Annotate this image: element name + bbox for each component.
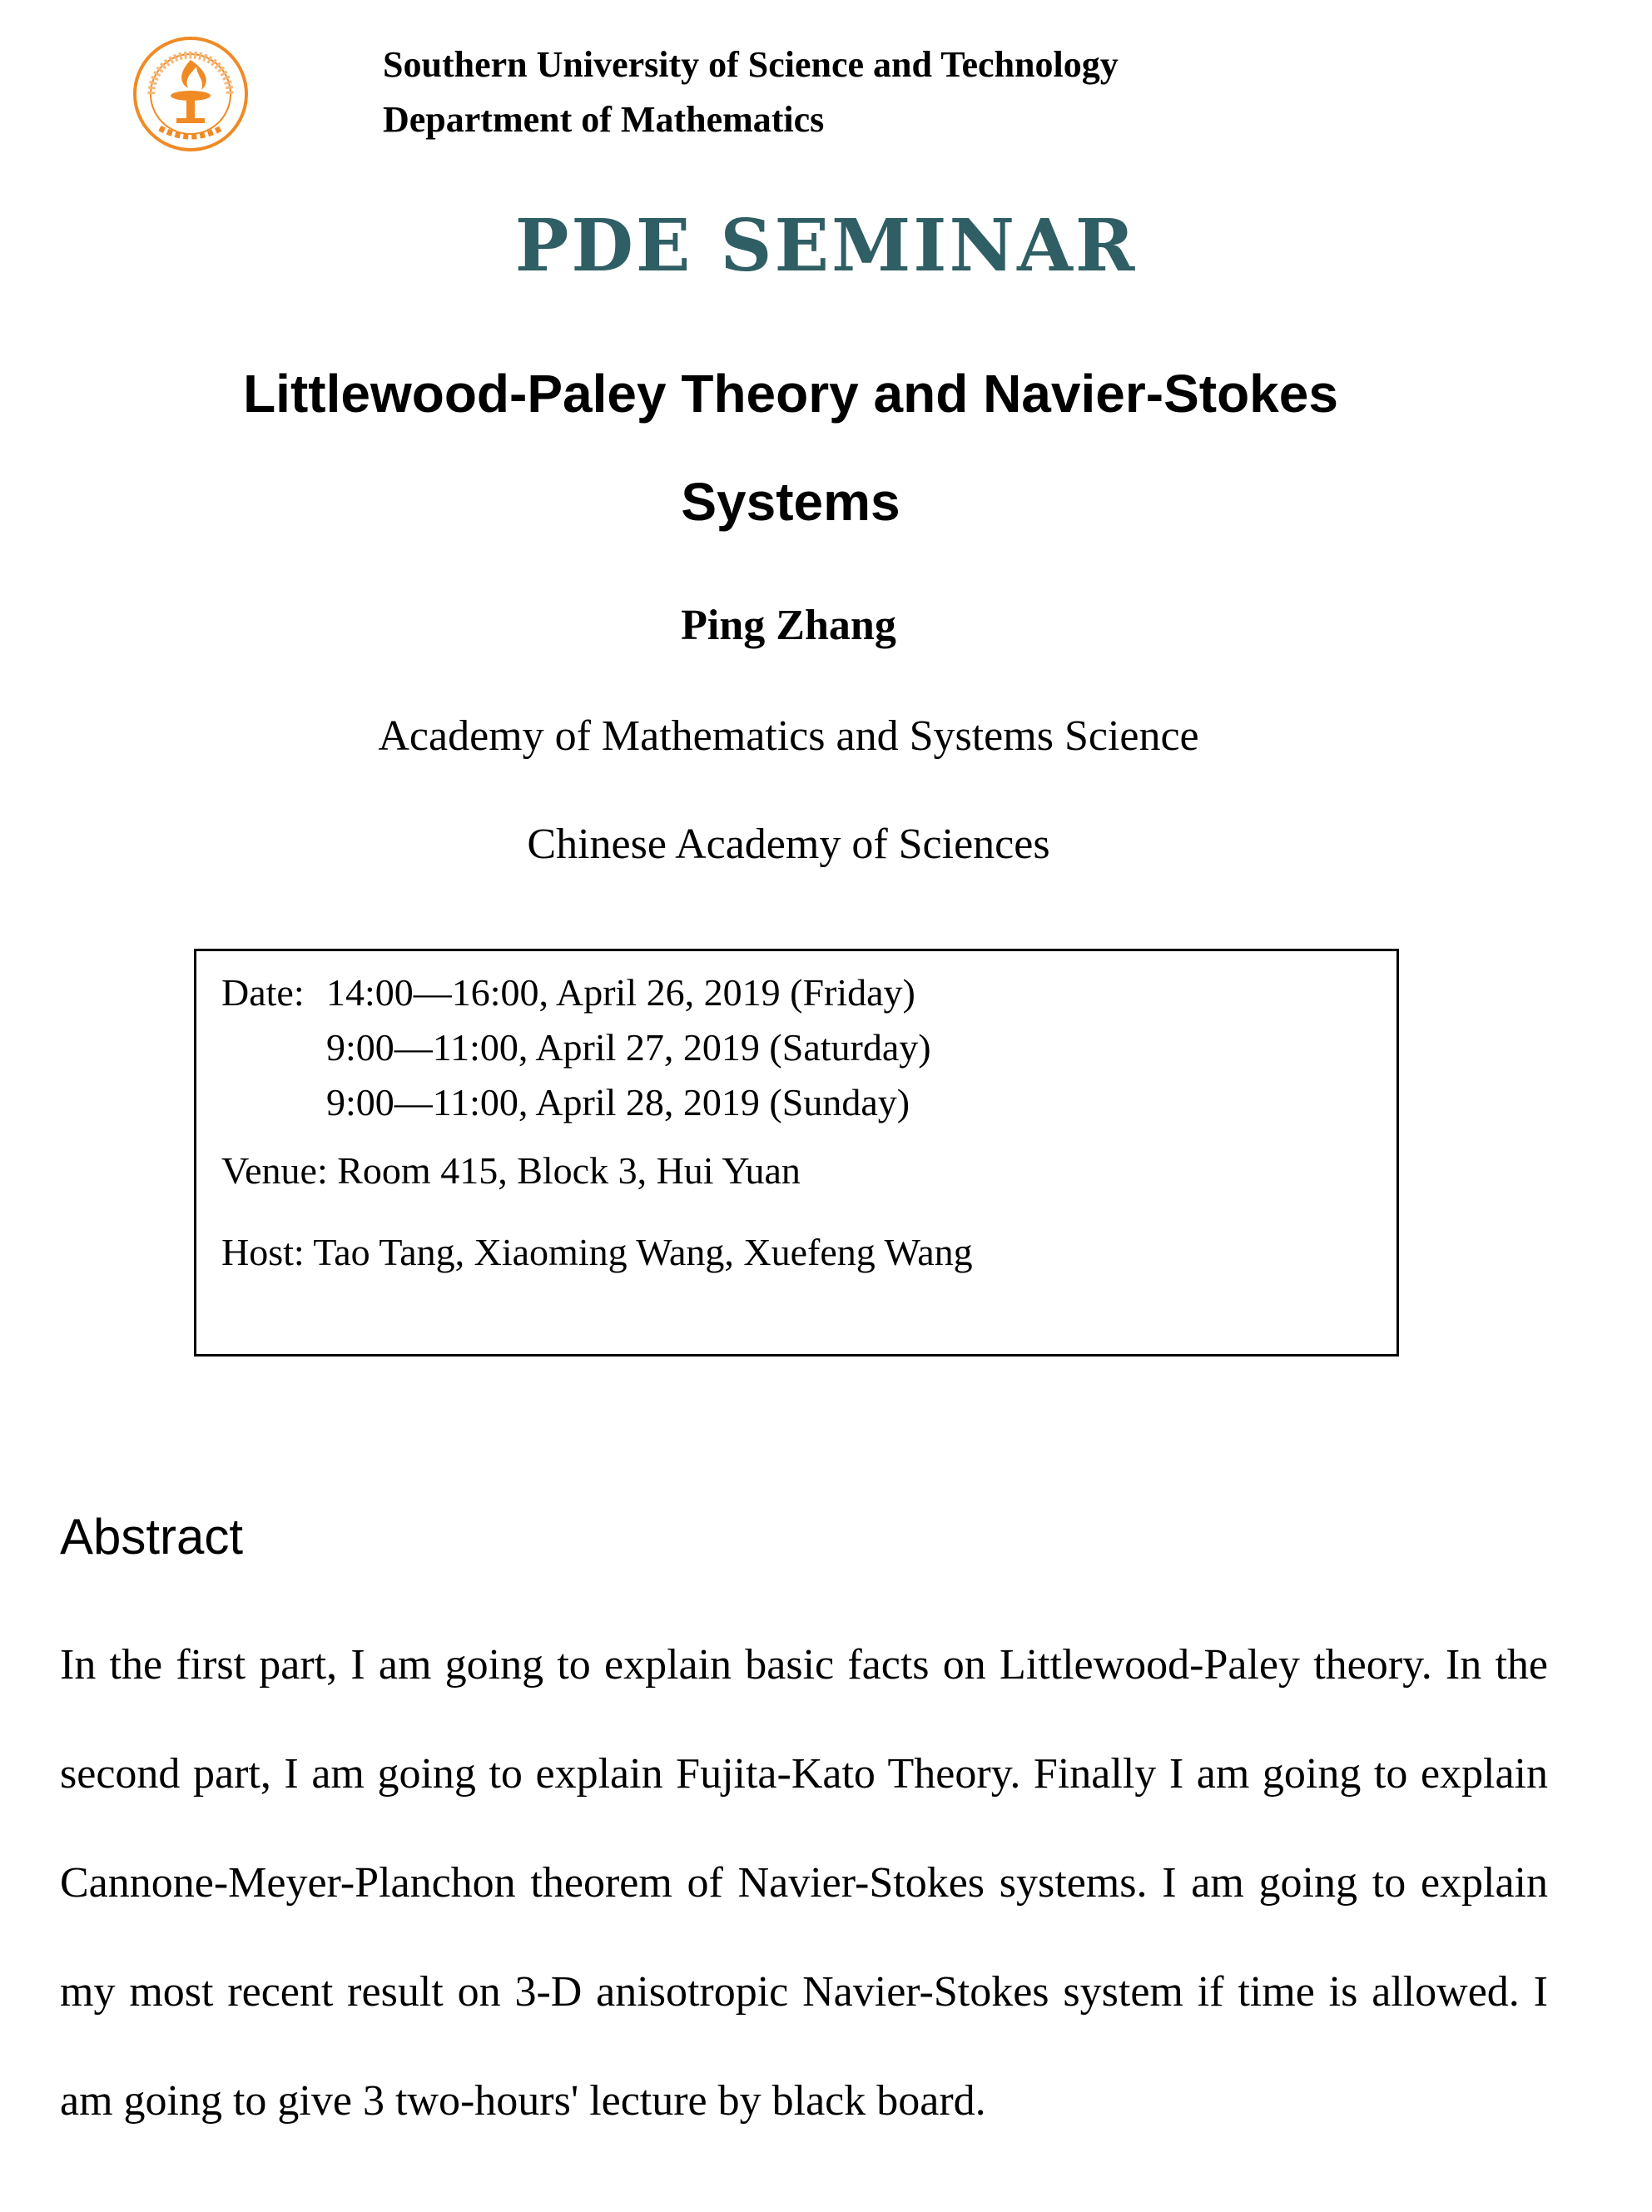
- speaker-affiliation-2: Chinese Academy of Sciences: [527, 821, 1050, 868]
- speaker-name: Ping Zhang: [681, 602, 896, 649]
- talk-title: Littlewood-Paley Theory and Navier-Stokes Systems: [243, 364, 1338, 532]
- date-line-3: 9:00—11:00, April 28, 2019 (Sunday): [326, 1081, 910, 1123]
- abstract-text: In the first part, I am going to explain basic facts on Littlewood-Paley theory. In the second part, I am going to explain Fujita-Kato Theory. Finally I am going to explain Cannone-Meyer-Planchon theorem of Navier-Stokes systems. I am going to explain my most recent result on 3-D anisotropic Navier-Stokes system if time is allowed. I am going to give 3 two-hours' lecture by black board.: [60, 1641, 1548, 2125]
- abstract-heading: Abstract: [60, 1509, 244, 1565]
- institution-header: [383, 37, 1119, 147]
- university-seal-icon: [131, 35, 250, 153]
- date-line-1: 14:00—16:00, April 26, 2019 (Friday): [326, 971, 915, 1014]
- department-name: Department of Mathematics: [383, 99, 825, 140]
- host-line: Host: Tao Tang, Xiaoming Wang, Xuefeng Wang: [221, 1231, 973, 1273]
- seminar-series-title: PDE SEMINAR: [514, 204, 1138, 288]
- date-line-2: 9:00—11:00, April 27, 2019 (Saturday): [326, 1026, 931, 1069]
- venue-line: Venue: Room 415, Block 3, Hui Yuan: [221, 1149, 801, 1192]
- event-info-box: [194, 949, 1399, 1356]
- date-label: Date:: [221, 971, 305, 1014]
- university-name: Southern University of Science and Technology: [383, 44, 1119, 85]
- speaker-affiliation-1: Academy of Mathematics and Systems Science: [378, 712, 1199, 760]
